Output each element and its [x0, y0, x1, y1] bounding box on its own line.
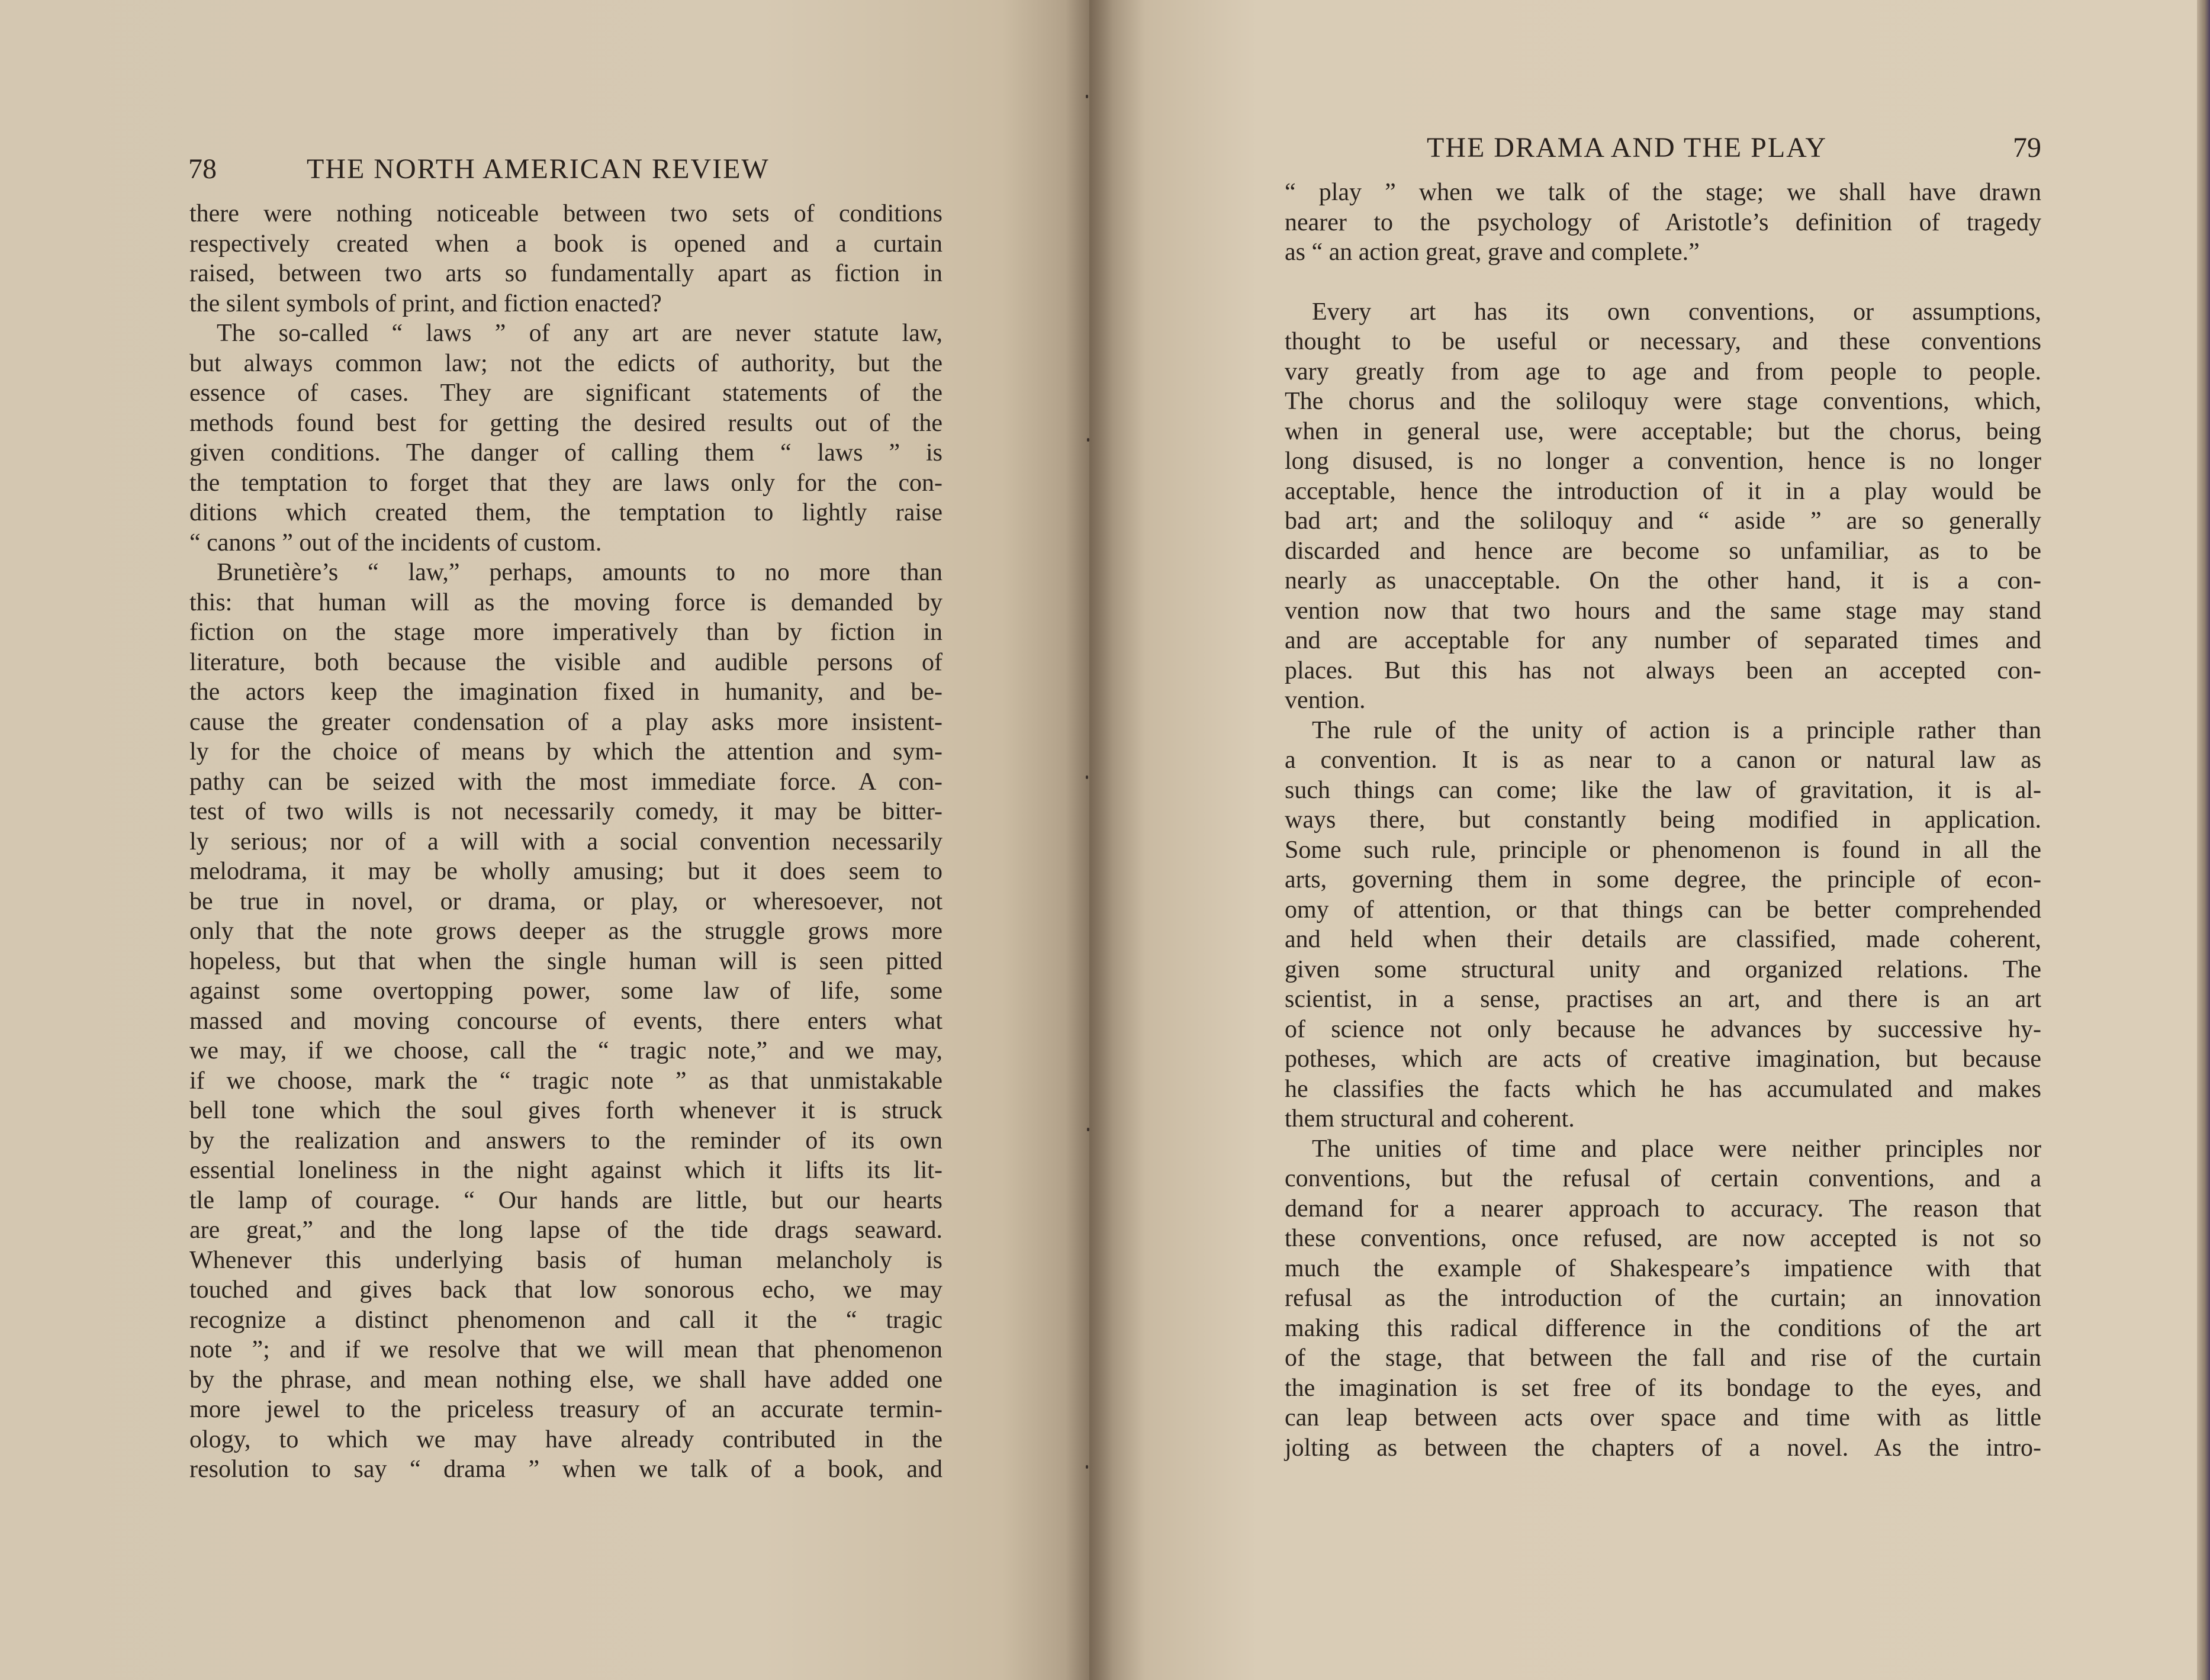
text-line: respectively created when a book is opened and a curtain [189, 230, 942, 258]
text-line: touched and gives back that low sonorous echo, we may [189, 1276, 942, 1304]
text-line: vention. [1285, 687, 1366, 714]
text-line: by the phrase, and mean nothing else, we shall have added one [189, 1366, 942, 1393]
right-page-text [1285, 178, 2041, 1463]
text-line: these conventions, once refused, are now accepted is not so [1285, 1225, 2041, 1252]
text-line: and held when their details are classified, made coherent, [1285, 926, 2041, 953]
text-line: if we choose, mark the “ tragic note ” as that unmistakable [189, 1067, 942, 1095]
text-line: literature, both because the visible and audible persons of [189, 648, 942, 676]
text-line: as “ an action great, grave and complete.” [1285, 239, 1700, 266]
text-line: bad art; and the soliloquy and “ aside ” are so generally [1285, 507, 2041, 535]
text-line: the temptation to forget that they are laws only for the con- [189, 469, 942, 497]
text-line: fiction on the stage more imperatively than by fiction in [189, 619, 942, 646]
text-line: when in general use, were acceptable; but the chorus, being [1285, 417, 2041, 445]
text-line: recognize a distinct phenomenon and call it the “ tragic [189, 1306, 942, 1334]
text-line: The unities of time and place were neither principles nor [1312, 1135, 2041, 1163]
text-line: The rule of the unity of action is a principle rather than [1312, 716, 2041, 744]
text-line: given some structural unity and organized relations. The [1285, 955, 2041, 983]
text-line: pathy can be seized with the most immediate force. A con- [189, 768, 942, 796]
text-line: test of two wills is not necessarily comedy, it may be bitter- [189, 798, 942, 825]
text-line: nearly as unacceptable. On the other hand, it is a con- [1285, 567, 2041, 594]
text-line: conventions, but the refusal of certain conventions, and a [1285, 1165, 2041, 1192]
text-line: ways there, but constantly being modified in application. [1285, 806, 2041, 833]
text-line: can leap between acts over space and time with as little [1285, 1404, 2041, 1431]
left-page-text [189, 199, 942, 1485]
text-line: essence of cases. They are significant statements of the [189, 379, 942, 407]
text-line: vary greatly from age to age and from people to people. [1285, 358, 2041, 385]
text-line: are great,” and the long lapse of the tide drags seaward. [189, 1216, 942, 1244]
text-line: long disused, is no longer a convention, hence is no longer [1285, 448, 2041, 475]
text-line: cause the greater condensation of a play asks more insistent- [189, 708, 942, 736]
binding-speck [1086, 775, 1088, 779]
text-line: bell tone which the soul gives forth whenever it is struck [189, 1097, 942, 1124]
binding-speck [1086, 1465, 1088, 1469]
right-page-number: 79 [2013, 132, 2041, 163]
text-line: nearer to the psychology of Aristotle’s definition of tragedy [1285, 208, 2041, 236]
text-line: ology, to which we may have already contributed in the [189, 1425, 942, 1453]
text-line: resolution to say “ drama ” when we talk of a book, and [189, 1456, 942, 1483]
text-line: raised, between two arts so fundamentally apart as fiction in [189, 260, 942, 287]
text-line: jolting as between the chapters of a novel. As the intro- [1285, 1434, 2041, 1462]
text-line: tle lamp of courage. “ Our hands are little, but our hearts [189, 1186, 942, 1214]
text-line: there were nothing noticeable between two sets of conditions [189, 200, 942, 227]
right-page [1089, 0, 2210, 1680]
text-line: ly for the choice of means by which the attention and sym- [189, 738, 942, 765]
binding-speck [1086, 95, 1088, 98]
text-line: ly serious; nor of a will with a social convention necessarily [189, 828, 942, 855]
text-line: given conditions. The danger of calling them “ laws ” is [189, 439, 942, 466]
left-page [0, 0, 1089, 1680]
text-line: only that the note grows deeper as the struggle grows more [189, 918, 942, 945]
text-line: refusal as the introduction of the curtain; an innovation [1285, 1285, 2041, 1312]
gutter-shadow [1066, 0, 1113, 1680]
text-line: of science not only because he advances by successive hy- [1285, 1015, 2041, 1043]
text-line: Brunetière’s “ law,” perhaps, amounts to no more than [217, 559, 942, 586]
binding-speck [1087, 438, 1089, 442]
binding-speck [1087, 1128, 1089, 1131]
text-line: melodrama, it may be wholly amusing; but it does seem to [189, 858, 942, 885]
paragraph-gap [1285, 268, 2041, 297]
text-line: vention now that two hours and the same stage may stand [1285, 597, 2041, 625]
text-line: demand for a nearer approach to accuracy. The reason that [1285, 1195, 2041, 1222]
text-line: methods found best for getting the desired results out of the [189, 409, 942, 437]
text-line: making this radical difference in the conditions of the art [1285, 1314, 2041, 1342]
text-line: omy of attention, or that things can be better comprehended [1285, 896, 2041, 923]
text-line: “ play ” when we talk of the stage; we shall have drawn [1285, 179, 2041, 206]
text-line: more jewel to the priceless treasury of an accurate termin- [189, 1396, 942, 1423]
text-line: massed and moving concourse of events, there enters what [189, 1007, 942, 1035]
left-running-head: THE NORTH AMERICAN REVIEW [307, 153, 770, 185]
text-line: The so-called “ laws ” of any art are never statute law, [217, 320, 942, 347]
text-line: this: that human will as the moving force is demanded by [189, 588, 942, 616]
text-line: acceptable, hence the introduction of it in a play would be [1285, 477, 2041, 505]
text-line: we may, if we choose, call the “ tragic note,” and we may, [189, 1037, 942, 1064]
text-line: a convention. It is as near to a canon or natural law as [1285, 746, 2041, 774]
text-line: the imagination is set free of its bondage to the eyes, and [1285, 1374, 2041, 1402]
text-line: against some overtopping power, some law of life, some [189, 977, 942, 1005]
text-line: the silent symbols of print, and fiction enacted? [189, 289, 662, 317]
text-line: of the stage, that between the fall and rise of the curtain [1285, 1344, 2041, 1372]
text-line: Whenever this underlying basis of human melancholy is [189, 1246, 942, 1274]
text-line: “ canons ” out of the incidents of custom. [189, 529, 602, 556]
text-line: The chorus and the soliloquy were stage conventions, which, [1285, 388, 2041, 415]
text-line: by the realization and answers to the reminder of its own [189, 1127, 942, 1154]
text-line: them structural and coherent. [1285, 1105, 1575, 1132]
left-page-number: 78 [188, 153, 217, 185]
text-line: Every art has its own conventions, or assumptions, [1312, 298, 2041, 326]
text-line: such things can come; like the law of gravitation, it is al- [1285, 776, 2041, 804]
text-line: ditions which created them, the temptation to lightly raise [189, 499, 942, 526]
text-line: hopeless, but that when the single human will is seen pitted [189, 947, 942, 975]
text-line: be true in novel, or drama, or play, or wheresoever, not [189, 887, 942, 915]
text-line: arts, governing them in some degree, the principle of econ- [1285, 866, 2041, 893]
right-running-head: THE DRAMA AND THE PLAY [1427, 132, 1828, 163]
text-line: note ”; and if we resolve that we will mean that phenomenon [189, 1336, 942, 1363]
text-line: and are acceptable for any number of separated times and [1285, 627, 2041, 654]
text-line: places. But this has not always been an accepted con- [1285, 656, 2041, 684]
text-line: thought to be useful or necessary, and these conventions [1285, 328, 2041, 355]
text-line: Some such rule, principle or phenomenon is found in all the [1285, 836, 2041, 864]
text-line: scientist, in a sense, practises an art, and there is an art [1285, 986, 2041, 1013]
text-line: much the example of Shakespeare’s impatience with that [1285, 1254, 2041, 1282]
text-line: the actors keep the imagination fixed in humanity, and be- [189, 678, 942, 706]
text-line: essential loneliness in the night against which it lifts its lit- [189, 1157, 942, 1184]
text-line: he classifies the facts which he has accumulated and makes [1285, 1075, 2041, 1103]
text-line: potheses, which are acts of creative imagination, but because [1285, 1045, 2041, 1073]
text-line: discarded and hence are become so unfamiliar, as to be [1285, 537, 2041, 565]
text-line: but always common law; not the edicts of authority, but the [189, 349, 942, 377]
page-edge [2197, 0, 2210, 1680]
